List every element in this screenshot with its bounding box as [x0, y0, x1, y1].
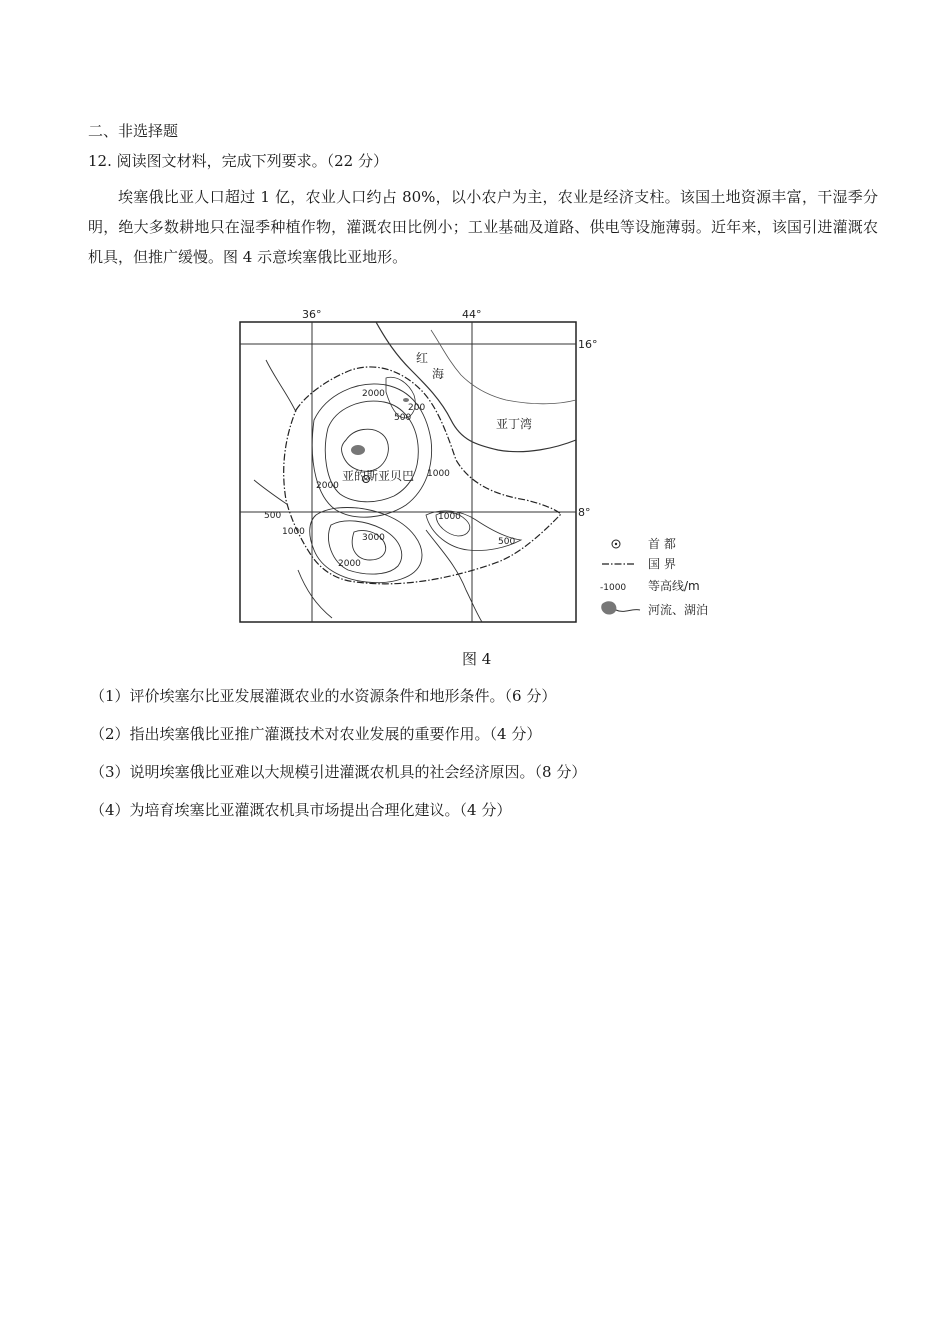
legend-contour-label: 等高线/m: [648, 579, 700, 593]
question-4: （4）为培育埃塞比亚灌溉农机具市场提出合理化建议。（4 分）: [90, 801, 512, 819]
contour-label: 1000: [282, 527, 305, 537]
legend-capital-icon-dot: [615, 543, 617, 545]
question-1: （1）评价埃塞尔比亚发展灌溉农业的水资源条件和地形条件。（6 分）: [90, 687, 557, 705]
lon-label-44: 44°: [462, 308, 482, 321]
lat-label-8: 8°: [578, 506, 591, 519]
contour-label: 500: [394, 413, 412, 423]
capital-label: 亚的斯亚贝巴: [342, 469, 415, 483]
river-4: [426, 530, 482, 622]
contour-label: 500: [498, 537, 516, 547]
legend-lake-icon: [601, 601, 616, 614]
gulf-of-aden-label: 亚丁湾: [496, 417, 533, 431]
contour-label: 1000: [438, 512, 461, 522]
river-1: [266, 360, 296, 412]
legend-river-icon: [616, 610, 640, 612]
coastline-east: [431, 330, 576, 404]
river-3: [298, 570, 332, 618]
ethiopia-terrain-map: [236, 300, 736, 640]
red-sea-label-2: 海: [432, 367, 445, 381]
contour-label: 3000: [362, 533, 385, 543]
legend-water-label: 河流、湖泊: [648, 603, 709, 617]
question-header: 12. 阅读图文材料，完成下列要求。（22 分）: [88, 152, 388, 170]
passage-text: 埃塞俄比亚人口超过 1 亿，农业人口约占 80%，以小农户为主，农业是经济支柱。该国土地资源丰富，干湿季分明，绝大多数耕地只在湿季种植作物，灌溉农田比例小；工业基础及道路、供电等设施薄弱。近年来，该国引进灌溉农机具，但推广缓慢。图 4 示意埃塞俄比亚地形。: [88, 188, 878, 266]
question-3: （3）说明埃塞俄比亚难以大规模引进灌溉农机具的社会经济原因。（8 分）: [90, 763, 587, 781]
lat-label-16: 16°: [578, 338, 598, 351]
red-sea-label-1: 红: [416, 351, 429, 365]
legend-capital-label: 首 都: [648, 537, 676, 551]
lon-label-36: 36°: [302, 308, 322, 321]
contour-label: 500: [264, 511, 282, 521]
section-title: 二、非选择题: [88, 122, 179, 140]
contour-label: 1000: [427, 469, 450, 479]
legend-border-label: 国 界: [648, 557, 676, 571]
lake-small: [403, 398, 409, 402]
legend-contour-sample: -1000: [600, 583, 627, 593]
contour-label: 2000: [362, 389, 385, 399]
river-2: [254, 480, 288, 505]
lake-tana: [351, 445, 365, 455]
map-legend: [600, 536, 708, 617]
contour-label: 2000: [316, 481, 339, 491]
question-2: （2）指出埃塞俄比亚推广灌溉技术对农业发展的重要作用。（4 分）: [90, 725, 542, 743]
contour-label: 200: [408, 403, 426, 413]
figure-caption: 图 4: [462, 650, 492, 668]
contour-label: 2000: [338, 559, 361, 569]
national-border: [284, 367, 561, 584]
